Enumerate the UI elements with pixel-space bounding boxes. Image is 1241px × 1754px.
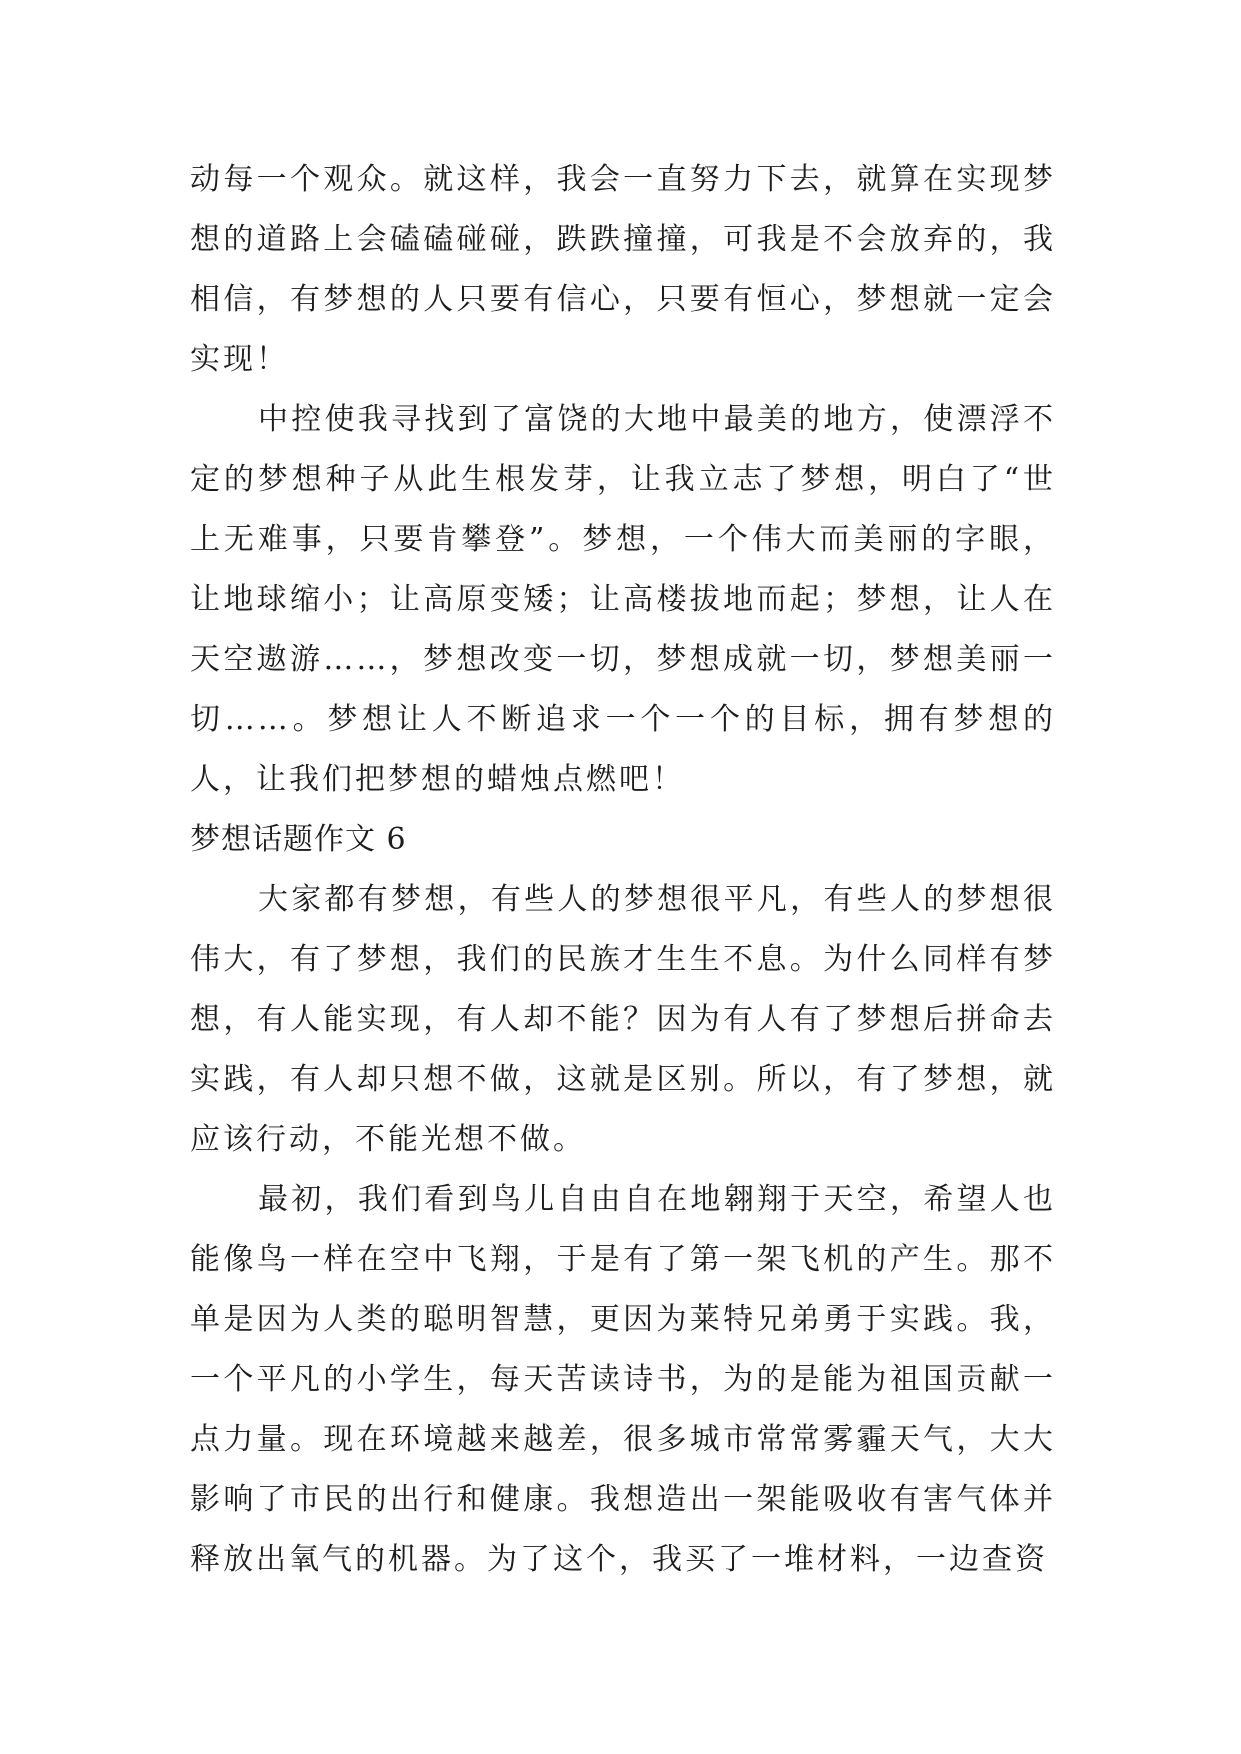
paragraph: 大家都有梦想，有些人的梦想很平凡，有些人的梦想很伟大，有了梦想，我们的民族才生生不息。为什么同样有梦想，有人能实现，有人却不能？因为有人有了梦想后拼命去实践，有人却只想不做，这就是区别。所以，有了梦想，就应该行动，不能光想不做。 [190,882,1056,1157]
paragraph-continued: 动每一个观众。就这样，我会一直努力下去，就算在实现梦想的道路上会磕磕碰碰，跌跌撞撞，可我是不会放弃的，我相信，有梦想的人只要有信心，只要有恒心，梦想就一定会实现！ [190,162,1056,377]
essay-heading: 梦想话题作文 6 [190,822,407,857]
document-body [190,150,1056,1590]
paragraph: 中控使我寻找到了富饶的大地中最美的地方，使漂浮不定的梦想种子从此生根发芽，让我立志了梦想，明白了“世上无难事，只要肯攀登”。梦想，一个伟大而美丽的字眼，让地球缩小；让高原变矮；让高楼拔地而起；梦想，让人在天空遨游……，梦想改变一切，梦想成就一切，梦想美丽一切……。梦想让人不断追求一个一个的目标，拥有梦想的人，让我们把梦想的蜡烛点燃吧！ [190,402,1056,797]
paragraph: 最初，我们看到鸟儿自由自在地翱翔于天空，希望人也能像鸟一样在空中飞翔，于是有了第一架飞机的产生。那不单是因为人类的聪明智慧，更因为莱特兄弟勇于实践。我，一个平凡的小学生，每天苦读诗书，为的是能为祖国贡献一点力量。现在环境越来越差，很多城市常常雾霾天气，大大影响了市民的出行和健康。我想造出一架能吸收有害气体并释放出氧气的机器。为了这个，我买了一堆材料，一边查资 [190,1182,1056,1577]
